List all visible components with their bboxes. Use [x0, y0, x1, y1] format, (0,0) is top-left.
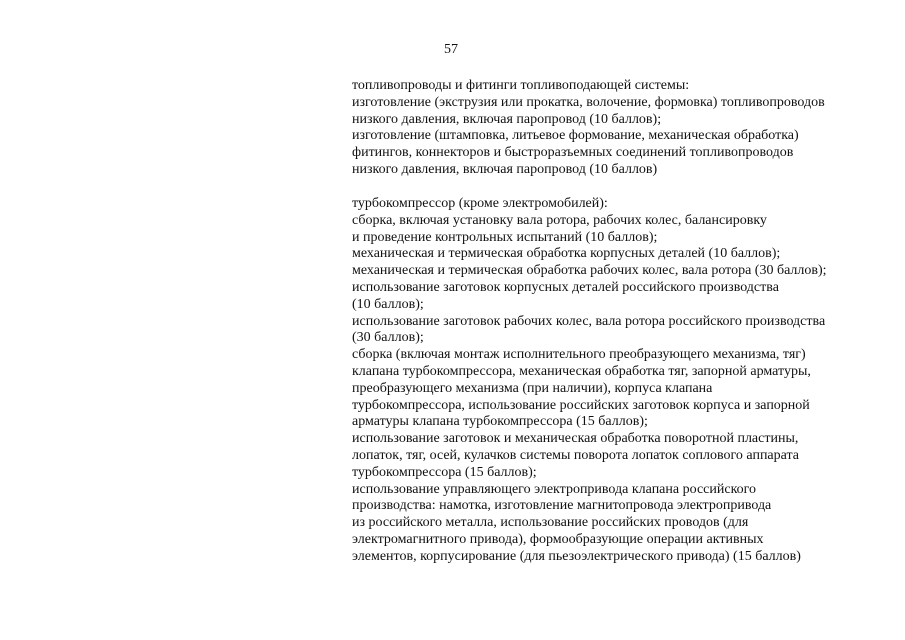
text-line: изготовление (штамповка, литьевое формование, механическая обработка): [352, 128, 799, 144]
text-line: и проведение контрольных испытаний (10 баллов);: [352, 229, 658, 245]
text-line: элементов, корпусирование (для пьезоэлектрического привода) (15 баллов): [352, 548, 801, 564]
text-line: топливопроводы и фитинги топливоподающей системы:: [352, 78, 690, 93]
text-line: турбокомпрессор (кроме электромобилей):: [352, 196, 608, 211]
text-line: (30 баллов);: [352, 330, 424, 346]
text-line: турбокомпрессора (15 баллов);: [352, 464, 537, 480]
section-fuel-lines: [352, 78, 892, 179]
page-number: 57: [444, 42, 458, 57]
text-line: турбокомпрессора, использование российских заготовок корпуса и запорной: [352, 397, 810, 413]
text-line: использование заготовок рабочих колес, вала ротора российского производства: [352, 313, 826, 329]
text-line: низкого давления, включая паропровод (10 баллов);: [352, 111, 662, 127]
text-line: механическая и термическая обработка рабочих колес, вала ротора (30 баллов);: [352, 263, 827, 279]
text-line: сборка (включая монтаж исполнительного преобразующего механизма, тяг): [352, 347, 806, 363]
text-line: использование заготовок корпусных деталей российского производства: [352, 279, 779, 295]
text-line: фитингов, коннекторов и быстроразъемных соединений топливопроводов: [352, 145, 794, 161]
text-line: арматуры клапана турбокомпрессора (15 баллов);: [352, 414, 648, 430]
text-line: производства: намотка, изготовление магнитопровода электропривода: [352, 498, 772, 514]
text-line: клапана турбокомпрессора, механическая обработка тяг, запорной арматуры,: [352, 363, 811, 379]
text-line: низкого давления, включая паропровод (10 баллов): [352, 161, 658, 177]
text-line: (10 баллов);: [352, 296, 424, 312]
text-line: электромагнитного привода), формообразующие операции активных: [352, 531, 764, 547]
text-line: использование управляющего электропривода клапана российского: [352, 481, 757, 497]
text-line: механическая и термическая обработка корпусных деталей (10 баллов);: [352, 246, 781, 262]
text-line: преобразующего механизма (при наличии), корпуса клапана: [352, 380, 713, 396]
text-line: изготовление (экструзия или прокатка, волочение, формовка) топливопроводов: [352, 94, 825, 110]
text-line: сборка, включая установку вала ротора, рабочих колес, балансировку: [352, 212, 767, 228]
text-line: лопаток, тяг, осей, кулачков системы поворота лопаток соплового аппарата: [352, 447, 800, 463]
text-line: использование заготовок и механическая обработка поворотной пластины,: [352, 431, 799, 447]
section-turbocharger: [352, 196, 892, 566]
text-line: из российского металла, использование российских проводов (для: [352, 515, 749, 531]
